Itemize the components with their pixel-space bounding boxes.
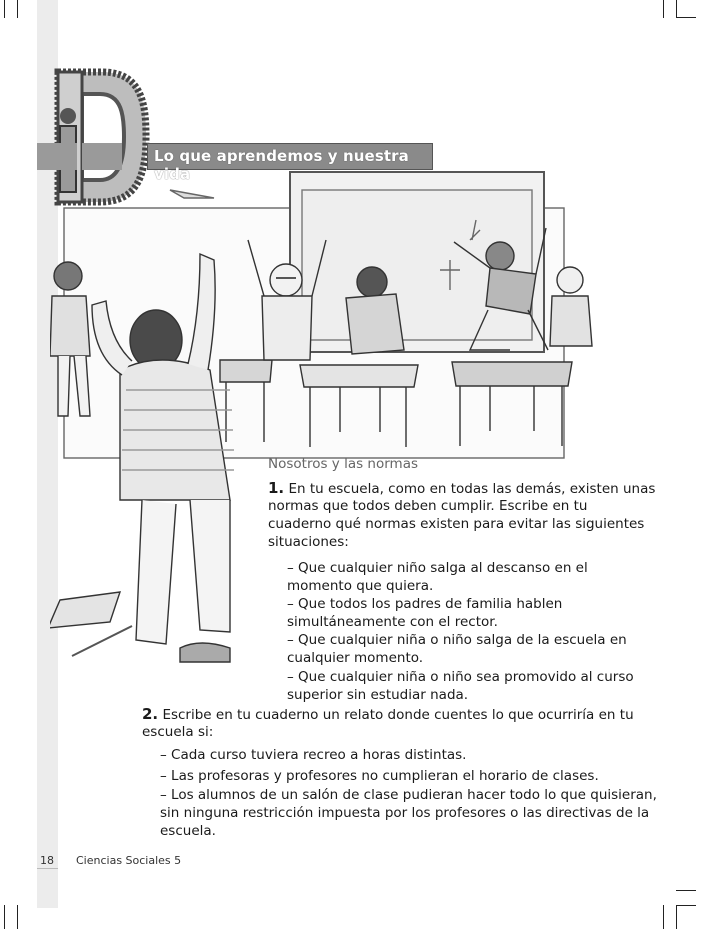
question-1-line bbox=[268, 479, 655, 498]
question-text: En tu escuela, como en todas las demás, existen unas bbox=[288, 481, 656, 497]
question-text: cuaderno qué normas existen para evitar las siguientes bbox=[268, 516, 645, 532]
list-item: momento que quiera. bbox=[287, 578, 434, 594]
question-2-line bbox=[142, 705, 634, 724]
footer-rule bbox=[37, 868, 58, 869]
list-item: escuela. bbox=[160, 823, 216, 839]
crop-mark bbox=[676, 905, 696, 906]
list-item: sin ninguna restricción impuesta por los profesores o las directivas de la bbox=[160, 805, 650, 821]
list-item: – Que todos los padres de familia hablen bbox=[287, 596, 563, 612]
question-text: escuela si: bbox=[142, 724, 214, 740]
question-number: 1. bbox=[268, 479, 285, 497]
crop-mark bbox=[4, 0, 5, 18]
question-text: Escribe en tu cuaderno un relato donde cuentes lo que ocurriría en tu bbox=[162, 707, 634, 723]
crop-mark bbox=[676, 890, 696, 891]
subsection-title: Nosotros y las normas bbox=[268, 456, 418, 472]
question-number: 2. bbox=[142, 705, 159, 723]
list-item: – Que cualquier niña o niño salga de la escuela en bbox=[287, 632, 627, 648]
question-text: normas que todos deben cumplir. Escribe en tu bbox=[268, 498, 588, 514]
crop-mark bbox=[676, 905, 677, 929]
crop-mark bbox=[17, 0, 18, 18]
list-item: cualquier momento. bbox=[287, 650, 424, 666]
list-item: – Que cualquier niña o niño sea promovido al curso bbox=[287, 669, 634, 685]
header-strip bbox=[37, 143, 77, 170]
list-item: – Las profesoras y profesores no cumplieran el horario de clases. bbox=[160, 768, 599, 784]
section-title: Lo que aprendemos y nuestra vida bbox=[154, 147, 409, 183]
list-item: – Cada curso tuviera recreo a horas distintas. bbox=[160, 747, 467, 763]
list-item: simultáneamente con el rector. bbox=[287, 614, 498, 630]
book-title: Ciencias Sociales 5 bbox=[76, 854, 182, 867]
question-text: situaciones: bbox=[268, 534, 349, 550]
page-number: 18 bbox=[40, 854, 54, 867]
crop-mark bbox=[663, 905, 664, 929]
crop-mark bbox=[4, 905, 5, 929]
list-item: – Que cualquier niño salga al descanso en el bbox=[287, 560, 588, 576]
header-strip bbox=[82, 143, 122, 170]
crop-mark bbox=[17, 905, 18, 929]
crop-mark bbox=[676, 0, 677, 18]
crop-mark bbox=[676, 17, 696, 18]
list-item: superior sin estudiar nada. bbox=[287, 687, 469, 703]
section-header bbox=[147, 143, 433, 183]
list-item: – Los alumnos de un salón de clase pudieran hacer todo lo que quisieran, bbox=[160, 787, 657, 803]
crop-mark bbox=[663, 0, 664, 18]
